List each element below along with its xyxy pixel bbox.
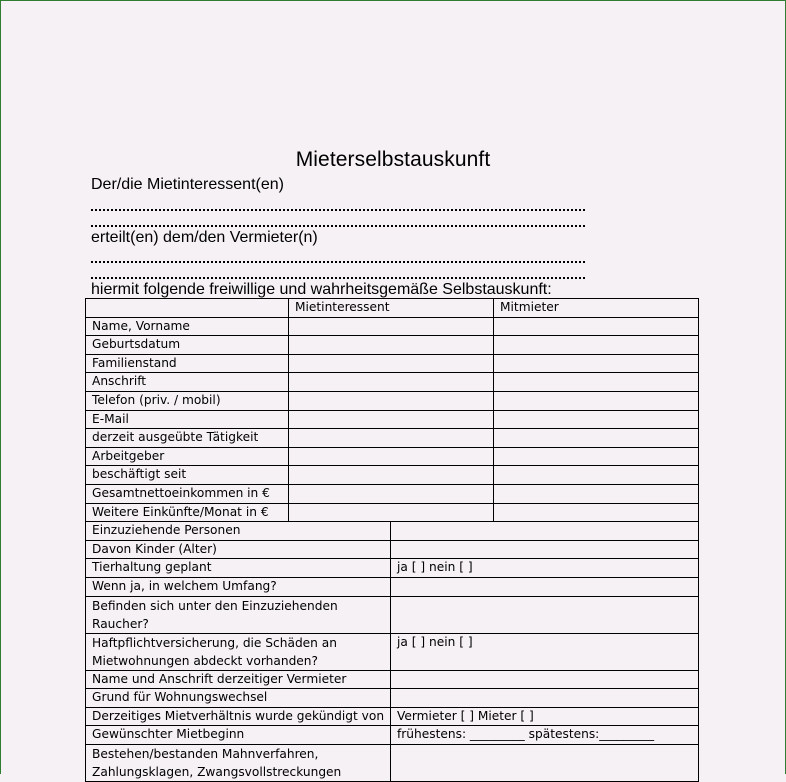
mitmieter-cell[interactable] [494,466,699,485]
table-row [86,373,699,392]
table-row [86,577,699,596]
row-label: Name und Anschrift derzeitiger Vermieter [86,670,391,689]
mietinteressent-cell[interactable] [289,484,494,503]
row-label: Weitere Einkünfte/Monat in € [86,503,289,522]
mietinteressent-cell[interactable] [289,391,494,410]
row-value[interactable]: ja [ ] nein [ ] [391,559,699,578]
mitmieter-cell[interactable] [494,373,699,392]
row-value[interactable]: Vermieter [ ] Mieter [ ] [391,707,699,726]
document-title: Mieterselbstauskunft [295,148,491,171]
row-label: Tierhaltung geplant [86,559,391,578]
mitmieter-cell[interactable] [494,317,699,336]
row-label: Davon Kinder (Alter) [86,540,391,559]
row-label: Gewünschter Mietbeginn [86,726,391,745]
table-row [86,391,699,410]
table-row [86,447,699,466]
mitmieter-cell[interactable] [494,391,699,410]
intro-applicants: Der/die Mietinteressent(en) [91,176,284,193]
header-blank [86,299,289,318]
table-row [86,317,699,336]
table-row [86,559,699,578]
table-row [86,596,699,633]
table-row [86,707,699,726]
table-row [86,354,699,373]
row-label: Einzuziehende Personen [86,522,391,541]
row-label: Arbeitgeber [86,447,289,466]
header-mietinteressent: Mietinteressent [289,299,494,318]
mietinteressent-cell[interactable] [289,447,494,466]
mietinteressent-cell[interactable] [289,410,494,429]
row-label: Familienstand [86,354,289,373]
row-label: Derzeitiges Mietverhältnis wurde gekündigt von [86,707,391,726]
mitmieter-cell[interactable] [494,447,699,466]
row-label: derzeit ausgeübte Tätigkeit [86,429,289,448]
mietinteressent-cell[interactable] [289,317,494,336]
row-value[interactable] [391,522,699,541]
table-row [86,689,699,708]
row-label: Telefon (priv. / mobil) [86,391,289,410]
table-row [86,503,699,522]
table-row [86,726,699,745]
row-value[interactable] [391,689,699,708]
table-row [86,670,699,689]
row-label: beschäftigt seit [86,466,289,485]
mitmieter-cell[interactable] [494,484,699,503]
row-label: Haftpflichtversicherung, die Schäden an Mietwohnungen abdeckt vorhanden? [86,633,391,670]
row-label: Bestehen/bestanden Mahnverfahren, Zahlungsklagen, Zwangsvollstreckungen [86,744,391,781]
mietinteressent-cell[interactable] [289,354,494,373]
table-row [86,540,699,559]
mietinteressent-cell[interactable] [289,429,494,448]
row-value[interactable] [391,670,699,689]
mitmieter-cell[interactable] [494,336,699,355]
row-value[interactable]: frühestens: _________ spätestens:_________ [391,726,699,745]
mietinteressent-cell[interactable] [289,336,494,355]
landlord-line-2[interactable] [91,263,585,279]
intro-declaration: hiermit folgende freiwillige und wahrheitsgemäße Selbstauskunft: [91,281,552,298]
intro-landlords: erteilt(en) dem/den Vermieter(n) [91,229,318,246]
header-row [86,299,699,318]
table-row [86,466,699,485]
selbstauskunft-table [85,298,699,782]
row-label: Anschrift [86,373,289,392]
mietinteressent-cell[interactable] [289,503,494,522]
row-label: Grund für Wohnungswechsel [86,689,391,708]
mietinteressent-cell[interactable] [289,373,494,392]
table-row [86,429,699,448]
mitmieter-cell[interactable] [494,429,699,448]
row-label: Geburtsdatum [86,336,289,355]
table-row [86,633,699,670]
mietinteressent-cell[interactable] [289,466,494,485]
row-label: Befinden sich unter den Einzuziehenden Raucher? [86,596,391,633]
table-row [86,744,699,781]
row-value[interactable]: ja [ ] nein [ ] [391,633,699,670]
row-label: E-Mail [86,410,289,429]
mitmieter-cell[interactable] [494,410,699,429]
table-row [86,484,699,503]
row-value[interactable] [391,577,699,596]
row-label: Gesamtnettoeinkommen in € [86,484,289,503]
table-row [86,336,699,355]
table-row [86,522,699,541]
row-label: Wenn ja, in welchem Umfang? [86,577,391,596]
applicant-line-1[interactable] [91,195,585,211]
table-row [86,410,699,429]
landlord-line-1[interactable] [91,247,585,263]
row-value[interactable] [391,540,699,559]
applicant-line-2[interactable] [91,211,585,227]
header-mitmieter: Mitmieter [494,299,699,318]
row-value[interactable] [391,596,699,633]
row-value[interactable] [391,744,699,781]
mitmieter-cell[interactable] [494,354,699,373]
row-label: Name, Vorname [86,317,289,336]
mitmieter-cell[interactable] [494,503,699,522]
